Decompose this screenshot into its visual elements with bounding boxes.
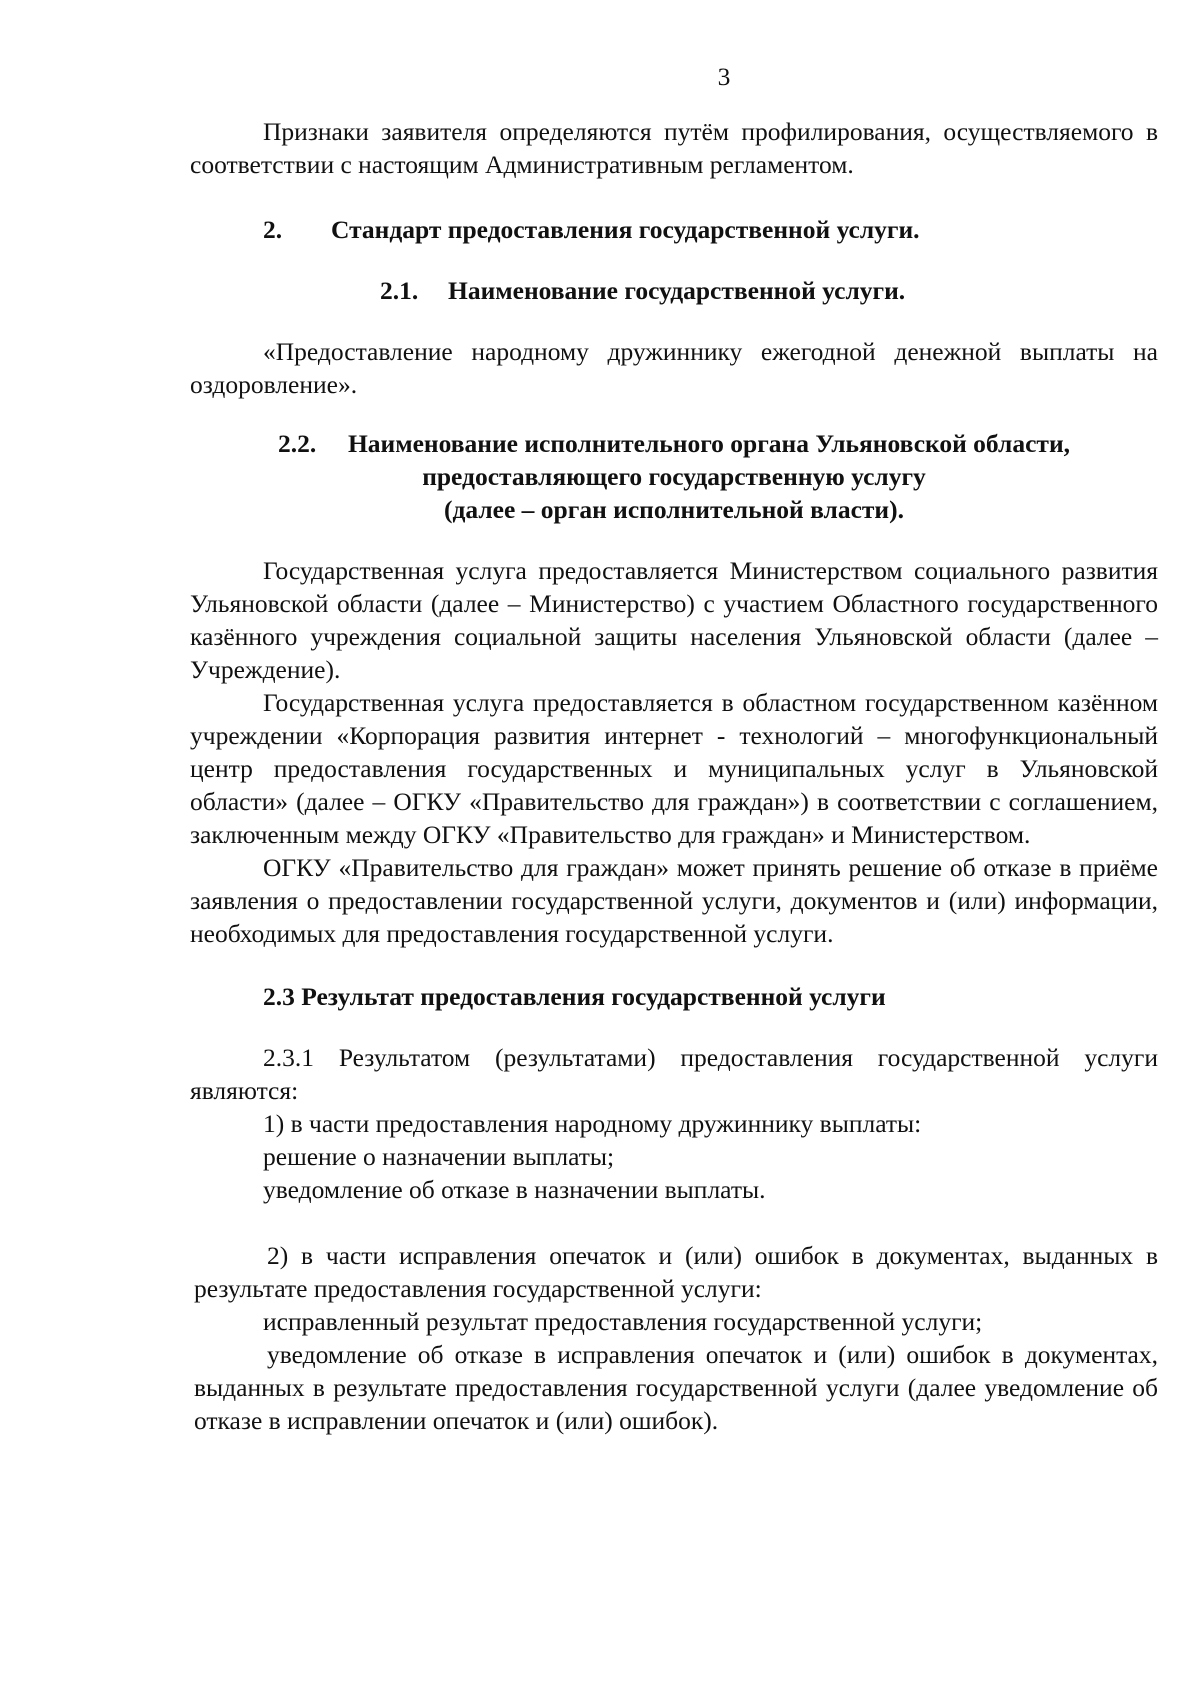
result-item-1: 1) в части предоставления народному дружиннику выплаты: xyxy=(263,1109,922,1138)
section-2-1-title: Наименование государственной услуги. xyxy=(448,276,906,305)
section-2-title: Стандарт предоставления государственной услуги. xyxy=(331,215,920,244)
section-2-1-number: 2.1. xyxy=(380,276,419,305)
result-item-2a: исправленный результат предоставления государственной услуги; xyxy=(263,1307,983,1336)
section-2-2-title-line-1: 2.2. Наименование исполнительного органа Ульяновской области, xyxy=(277,429,1071,458)
document-page xyxy=(190,60,1158,1437)
result-item-1a: решение о назначении выплаты; xyxy=(263,1142,615,1171)
paragraph-applicant-signs: Признаки заявителя определяются путём профилирования, осуществляемого в соответствии с настоящим Административным регламентом. xyxy=(190,117,1158,179)
section-2-2-title-line-3: (далее – орган исполнительной власти). xyxy=(444,495,904,524)
section-2-2-heading xyxy=(190,427,1158,526)
section-2-1-heading xyxy=(190,274,1158,307)
service-name-paragraph: «Предоставление народному дружиннику ежегодной денежной выплаты на оздоровление». xyxy=(190,337,1158,399)
section-2-3-heading: 2.3 Результат предоставления государственной услуги xyxy=(263,982,886,1011)
paragraph-results-intro: 2.3.1 Результатом (результатами) предоставления государственной услуги являются: xyxy=(190,1043,1158,1105)
section-2-2-title-line-2: предоставляющего государственную услугу xyxy=(422,462,926,491)
spacer xyxy=(190,1206,1158,1239)
result-item-2: 2) в части исправления опечаток и (или) ошибок в документах, выданных в результате предоставления государственной услуги: xyxy=(194,1241,1158,1303)
section-2-number: 2. xyxy=(263,215,283,244)
page-number: 3 xyxy=(717,62,731,91)
result-item-2b: уведомление об отказе в исправления опечаток и (или) ошибок в документах, выданных в результате предоставления государственной услуги (далее уведомление об отказе в исправлении опечаток и (или) ошибок). xyxy=(194,1340,1158,1435)
paragraph-mfc: Государственная услуга предоставляется в областном государственном казённом учреждении «Корпорация развития интернет - технологий – многофункциональный центр предоставления государственных и муниципальных услуг в Ульяновской области» (далее – ОГКУ «Правительство для граждан») в соответствии с соглашением, заключенным между ОГКУ «Правительство для граждан» и Министерством. xyxy=(190,688,1158,849)
paragraph-ministry: Государственная услуга предоставляется Министерством социального развития Ульяновской области (далее – Министерство) с участием Областного государственного казённого учреждения социальной защиты населения Ульяновской области (далее – Учреждение). xyxy=(190,556,1158,684)
section-2-heading xyxy=(190,213,1158,246)
paragraph-refusal-right: ОГКУ «Правительство для граждан» может принять решение об отказе в приёме заявления о предоставлении государственной услуги, документов и (или) информации, необходимых для предоставления государственной услуги. xyxy=(190,853,1158,948)
section-2-2-number: 2.2. xyxy=(277,429,317,458)
result-item-1b: уведомление об отказе в назначении выплаты. xyxy=(263,1175,766,1204)
